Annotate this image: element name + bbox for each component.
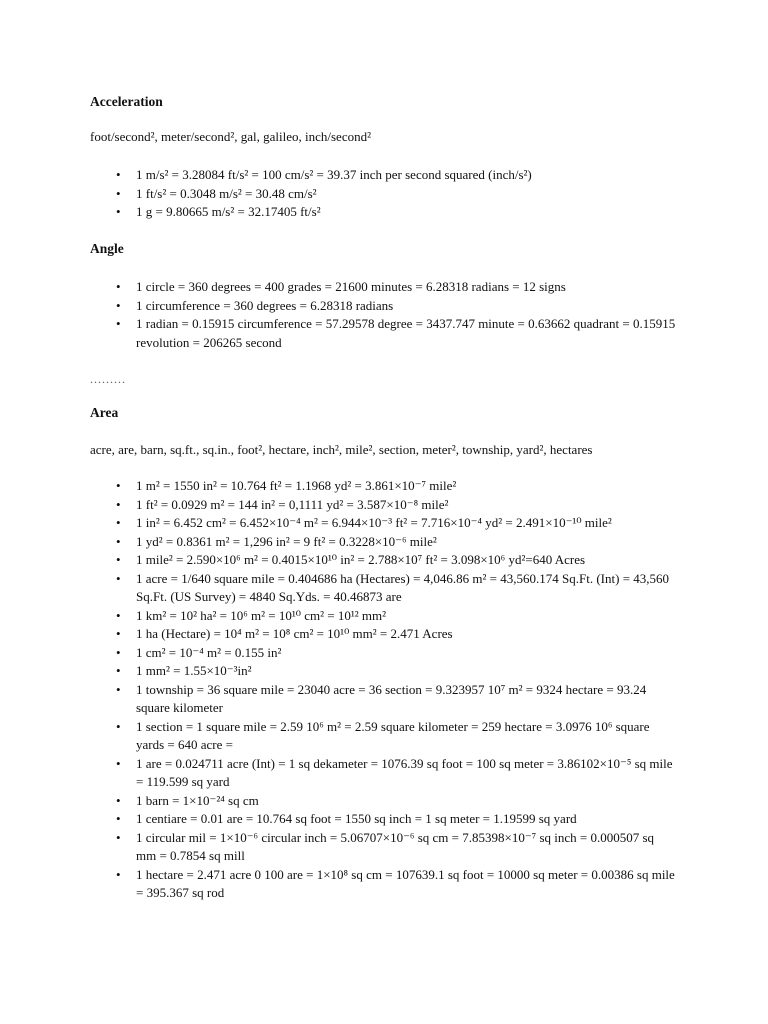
- angle-list: [0, 278, 676, 352]
- bullet-icon: •: [116, 681, 121, 697]
- bullet-icon: •: [116, 204, 121, 219]
- list-item: • 1 section = 1 square mile = 2.59 10⁶ m² = 2.59 square kilometer = 259 hectare = 3.0976 10⁶ square yards = 640 acre =: [116, 718, 650, 752]
- bullet-icon: •: [116, 515, 121, 530]
- list-item: • 1 circular mil = 1×10⁻⁶ circular inch = 5.06707×10⁻⁶ sq cm = 7.85398×10⁻⁷ sq inch = 0.000507 sq mm = 0.7854 sq mill: [116, 829, 655, 863]
- bullet-icon: •: [116, 607, 121, 623]
- list-item: • 1 km² = 10² ha² = 10⁶ m² = 10¹⁰ cm² = 10¹² mm²: [0, 607, 676, 626]
- acceleration-heading: Acceleration: [90, 94, 163, 109]
- list-item: • 1 centiare = 0.01 are = 10.764 sq foot = 1550 sq inch = 1 sq meter = 1.19599 sq yard: [0, 810, 676, 829]
- bullet-icon: •: [116, 811, 121, 826]
- bullet-icon: •: [116, 866, 121, 882]
- list-item: • 1 acre = 1/640 square mile = 0.404686 ha (Hectares) = 4,046.86 m² = 43,560.174 Sq.Ft. (Int) = 43,560 Sq.Ft. (US Survey) = 4840 Sq.Yds. = 40.46873 are: [116, 570, 670, 604]
- bullet-icon: •: [116, 663, 121, 678]
- list-item: • 1 circumference = 360 degrees = 6.28318 radians: [0, 297, 676, 316]
- list-item: • 1 mm² = 1.55×10⁻³in²: [0, 662, 676, 681]
- angle-heading: Angle: [90, 241, 124, 256]
- bullet-icon: •: [116, 570, 121, 586]
- acceleration-list: [0, 166, 676, 222]
- list-item: • 1 hectare = 2.471 acre 0 100 are = 1×10⁸ sq cm = 107639.1 sq foot = 10000 sq meter = 0.00386 sq mile = 395.367 sq rod: [116, 866, 675, 900]
- list-item: • 1 ft/s² = 0.3048 m/s² = 30.48 cm/s²: [0, 185, 676, 204]
- bullet-icon: •: [116, 626, 121, 641]
- acceleration-units: foot/second², meter/second², gal, galileo, inch/second²: [90, 129, 371, 144]
- area-units: acre, are, barn, sq.ft., sq.in., foot², hectare, inch², mile², section, meter², township, yard², hectares: [90, 442, 593, 457]
- bullet-icon: •: [116, 167, 121, 182]
- bullet-icon: •: [116, 316, 121, 331]
- list-item: • 1 ft² = 0.0929 m² = 144 in² = 0,1111 yd² = 3.587×10⁻⁸ mile²: [0, 496, 676, 515]
- list-item: • 1 township = 36 square mile = 23040 acre = 36 section = 9.323957 10⁷ m² = 9324 hectare = 93.24 square kilometer: [116, 681, 647, 715]
- bullet-icon: •: [116, 755, 121, 771]
- bullet-icon: •: [116, 279, 121, 294]
- list-item: • 1 g = 9.80665 m/s² = 32.17405 ft/s²: [0, 203, 676, 222]
- area-list: [0, 477, 676, 903]
- area-heading: Area: [90, 405, 119, 420]
- list-item: • 1 circle = 360 degrees = 400 grades = 21600 minutes = 6.28318 radians = 12 signs: [0, 278, 676, 297]
- bullet-icon: •: [116, 792, 121, 808]
- list-item: • 1 barn = 1×10⁻²⁴ sq cm: [0, 792, 676, 811]
- list-item: • 1 ha (Hectare) = 10⁴ m² = 10⁸ cm² = 10¹⁰ mm² = 2.471 Acres: [0, 625, 676, 644]
- list-item: • 1 m² = 1550 in² = 10.764 ft² = 1.1968 yd² = 3.861×10⁻⁷ mile²: [0, 477, 676, 496]
- bullet-icon: •: [116, 496, 121, 512]
- list-item: • 1 mile² = 2.590×10⁶ m² = 0.4015×10¹⁰ in² = 2.788×10⁷ ft² = 3.098×10⁶ yd²=640 Acres: [0, 551, 676, 570]
- list-item: • 1 are = 0.024711 acre (Int) = 1 sq dekameter = 1076.39 sq foot = 100 sq meter = 3.86102×10⁻⁵ sq mile = 119.599 sq yard: [116, 755, 673, 789]
- bullet-icon: •: [116, 533, 121, 549]
- list-item: • 1 m/s² = 3.28084 ft/s² = 100 cm/s² = 39.37 inch per second squared (inch/s²): [0, 166, 676, 185]
- list-item: • 1 yd² = 0.8361 m² = 1,296 in² = 9 ft² = 0.3228×10⁻⁶ mile²: [0, 533, 676, 552]
- list-item: • 1 cm² = 10⁻⁴ m² = 0.155 in²: [0, 644, 676, 663]
- separator-dots: .........: [90, 372, 126, 386]
- bullet-icon: •: [116, 552, 121, 567]
- bullet-icon: •: [116, 297, 121, 313]
- list-item: • 1 radian = 0.15915 circumference = 57.29578 degree = 3437.747 minute = 0.63662 quadrant = 0.15915 revolution = 206265 second: [116, 316, 676, 350]
- bullet-icon: •: [116, 185, 121, 201]
- bullet-icon: •: [116, 644, 121, 660]
- bullet-icon: •: [116, 718, 121, 734]
- list-item: • 1 in² = 6.452 cm² = 6.452×10⁻⁴ m² = 6.944×10⁻³ ft² = 7.716×10⁻⁴ yd² = 2.491×10⁻¹⁰ mile²: [0, 514, 676, 533]
- bullet-icon: •: [116, 829, 121, 845]
- bullet-icon: •: [116, 478, 121, 493]
